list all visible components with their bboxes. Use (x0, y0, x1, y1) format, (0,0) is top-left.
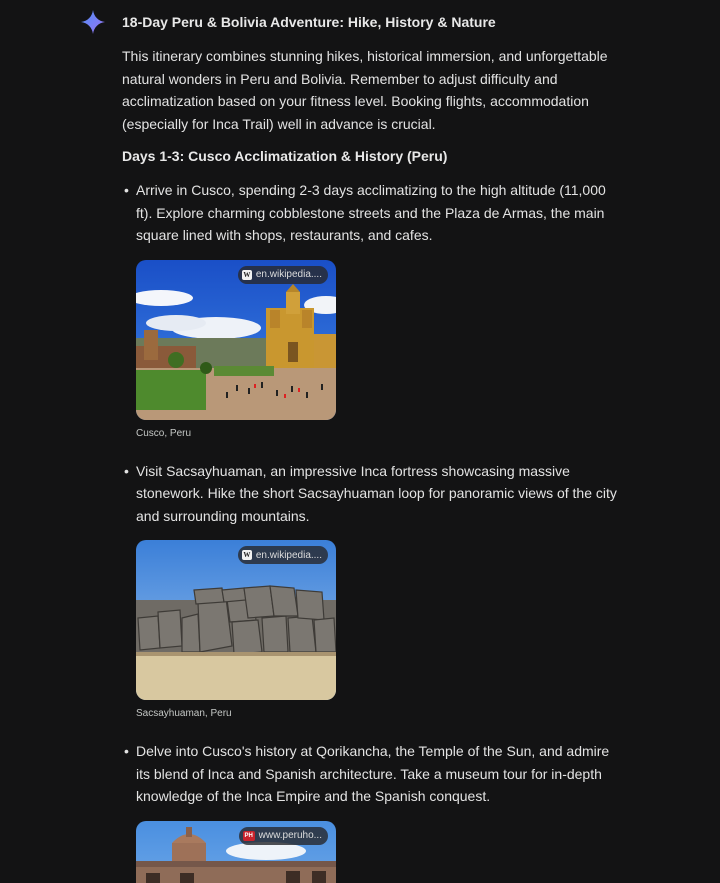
itinerary-list (122, 179, 622, 883)
response-title: 18-Day Peru & Bolivia Adventure: Hike, History & Nature (122, 14, 496, 30)
image-source-chip[interactable] (238, 546, 328, 564)
image-caption: Cusco, Peru (136, 427, 192, 439)
image-source-label: en.wikipedia.... (255, 269, 322, 280)
image-qorikancha[interactable] (136, 821, 336, 883)
wikipedia-icon: W (243, 270, 251, 279)
image-source-label: en.wikipedia.... (255, 549, 322, 561)
image-caption: Sacsayhuaman, Peru (136, 708, 232, 719)
peruhop-icon: PH (244, 832, 253, 839)
image-figure (136, 821, 622, 883)
image-source-chip[interactable] (239, 827, 328, 845)
sacsayhuaman-image (136, 540, 336, 700)
intro-paragraph: This itinerary combines stunning hikes, historical immersion, and unforgettable natural wonders in Peru and Bolivia. Remember to adjust difficulty and acclimatization based on your fitness level. Booking flights, accommodation (especially for Inca Trail) well in advance is crucial. (122, 48, 608, 132)
list-item (122, 179, 622, 441)
bullet: • (124, 462, 129, 479)
list-item-text: Visit Sacsayhuaman, an impressive Inca fortress showcasing massive stonework. Hike the short Sacsayhuaman loop for panoramic views of the city and surrounding mountains. (136, 462, 617, 524)
gemini-sparkle-icon (80, 9, 106, 35)
response-content (122, 12, 622, 883)
image-source-chip[interactable] (238, 266, 328, 284)
section-heading: Days 1-3: Cusco Acclimatization & History (Peru) (122, 148, 448, 164)
image-source-label: www.peruho... (258, 830, 322, 841)
bullet: • (124, 182, 129, 198)
bullet: • (124, 743, 129, 759)
image-cusco-plaza[interactable] (136, 260, 336, 420)
wikipedia-icon: W (243, 551, 251, 559)
image-figure (136, 540, 622, 721)
image-figure (136, 260, 622, 441)
list-item-text: Delve into Cusco's history at Qorikancha, the Temple of the Sun, and admire its blend of Inca and Spanish architecture. Take a museum tour for in-depth knowledge of the Inca Empire and the Spanish conquest. (136, 743, 610, 804)
image-sacsayhuaman[interactable] (136, 540, 336, 700)
list-item-text: Arrive in Cusco, spending 2-3 days acclimatizing to the high altitude (11,000 ft). Explore charming cobblestone streets and the Plaza de Armas, the main square lined with shops, restaurants, and cafes. (136, 182, 606, 243)
list-item (122, 740, 622, 883)
cusco-plaza-image (136, 260, 336, 420)
list-item (122, 460, 622, 722)
